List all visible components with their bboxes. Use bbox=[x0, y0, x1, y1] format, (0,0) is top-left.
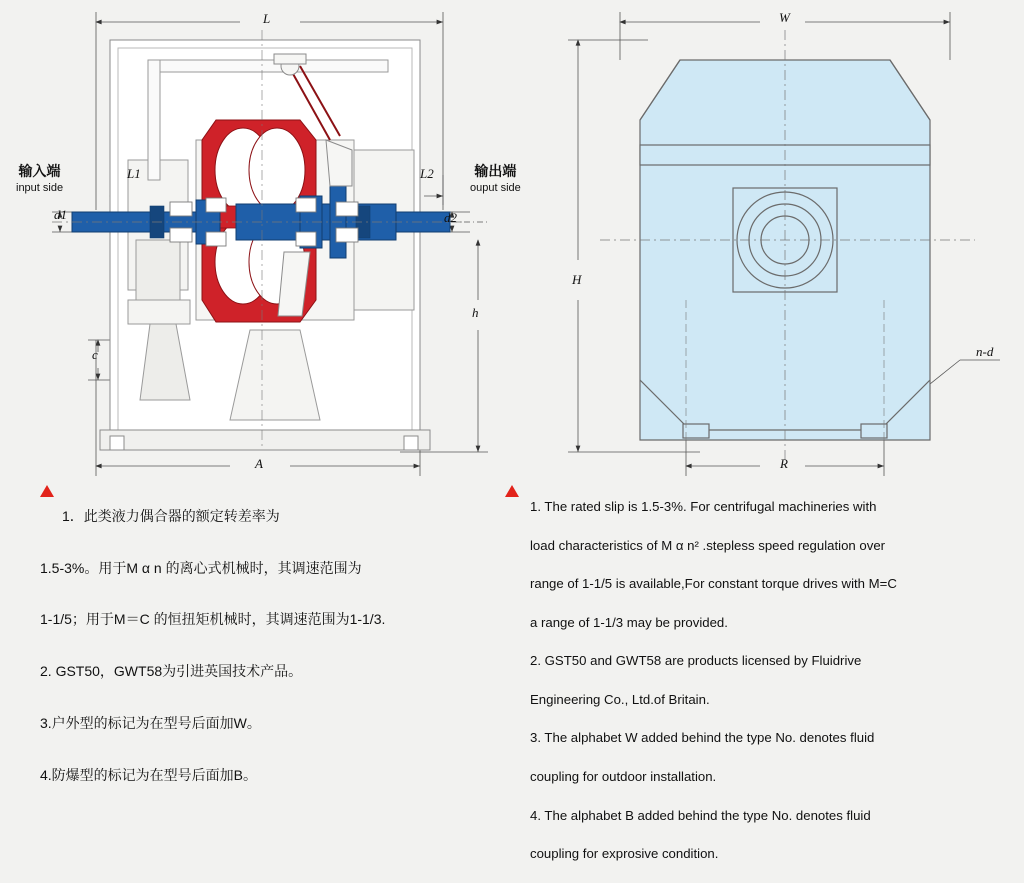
dim-label-R: R bbox=[780, 456, 788, 471]
note-cn-6: 4.防爆型的标记为在型号后面加B。 bbox=[40, 766, 258, 783]
note-cn-4: 2. GST50，GWT58为引进英国技术产品。 bbox=[40, 663, 303, 680]
dim-label-c: c bbox=[92, 347, 98, 362]
dim-label-H: H bbox=[572, 272, 582, 287]
note-en-4: a range of 1-1/3 may be provided. bbox=[530, 614, 728, 630]
note-en-3: range of 1-1/5 is available,For constant torque drives with M=C bbox=[530, 576, 897, 592]
dim-label-W: W bbox=[779, 10, 790, 25]
right-view-body bbox=[600, 30, 975, 460]
note-cn-1: 1．此类液力偶合器的额定转差率为 bbox=[62, 507, 280, 524]
dim-label-n-d: n-d bbox=[976, 344, 994, 359]
output-side-label-en: ouput side bbox=[470, 181, 521, 194]
note-en-8: coupling for outdoor installation. bbox=[530, 768, 717, 784]
note-en-5: 2. GST50 and GWT58 are products licensed by Fluidrive bbox=[530, 653, 862, 669]
dim-label-d1: d1 bbox=[54, 207, 67, 222]
dim-label-L: L bbox=[263, 11, 271, 26]
dim-label-h: h bbox=[472, 305, 479, 320]
note-cn-5: 3.户外型的标记为在型号后面加W。 bbox=[40, 715, 261, 732]
notes-english bbox=[530, 478, 1000, 883]
dim-label-L2: L2 bbox=[420, 166, 434, 181]
note-en-6: Engineering Co., Ltd.of Britain. bbox=[530, 691, 710, 707]
dim-label-d2: d2 bbox=[444, 210, 457, 225]
output-side-label bbox=[470, 163, 521, 195]
left-view-assembly bbox=[52, 30, 470, 450]
note-cn-3: 1-1/5；用于M＝C 的恒扭矩机械时，其调速范围为1-1/3. bbox=[40, 611, 386, 628]
input-side-label-cn: 输入端 bbox=[18, 163, 61, 179]
notes-chinese bbox=[40, 478, 480, 815]
note-cn-2: 1.5-3%。用于M α n 的离心式机械时，其调速范围为 bbox=[40, 559, 362, 576]
note-en-1: 1. The rated slip is 1.5-3%. For centrifugal machineries with bbox=[530, 499, 877, 515]
note-en-7: 3. The alphabet W added behind the type No. denotes fluid bbox=[530, 730, 875, 746]
dim-label-A: A bbox=[255, 456, 263, 471]
output-side-label-cn: 输出端 bbox=[474, 163, 517, 179]
note-en-10: coupling for exprosive condition. bbox=[530, 846, 719, 862]
note-en-9: 4. The alphabet B added behind the type No. denotes fluid bbox=[530, 807, 871, 823]
dim-label-L1: L1 bbox=[127, 166, 141, 181]
note-en-2: load characteristics of M α n² .stepless speed regulation over bbox=[530, 537, 886, 553]
input-side-label-en: input side bbox=[16, 181, 64, 194]
warning-triangle-icon-en bbox=[505, 485, 519, 497]
input-side-label bbox=[16, 163, 63, 195]
